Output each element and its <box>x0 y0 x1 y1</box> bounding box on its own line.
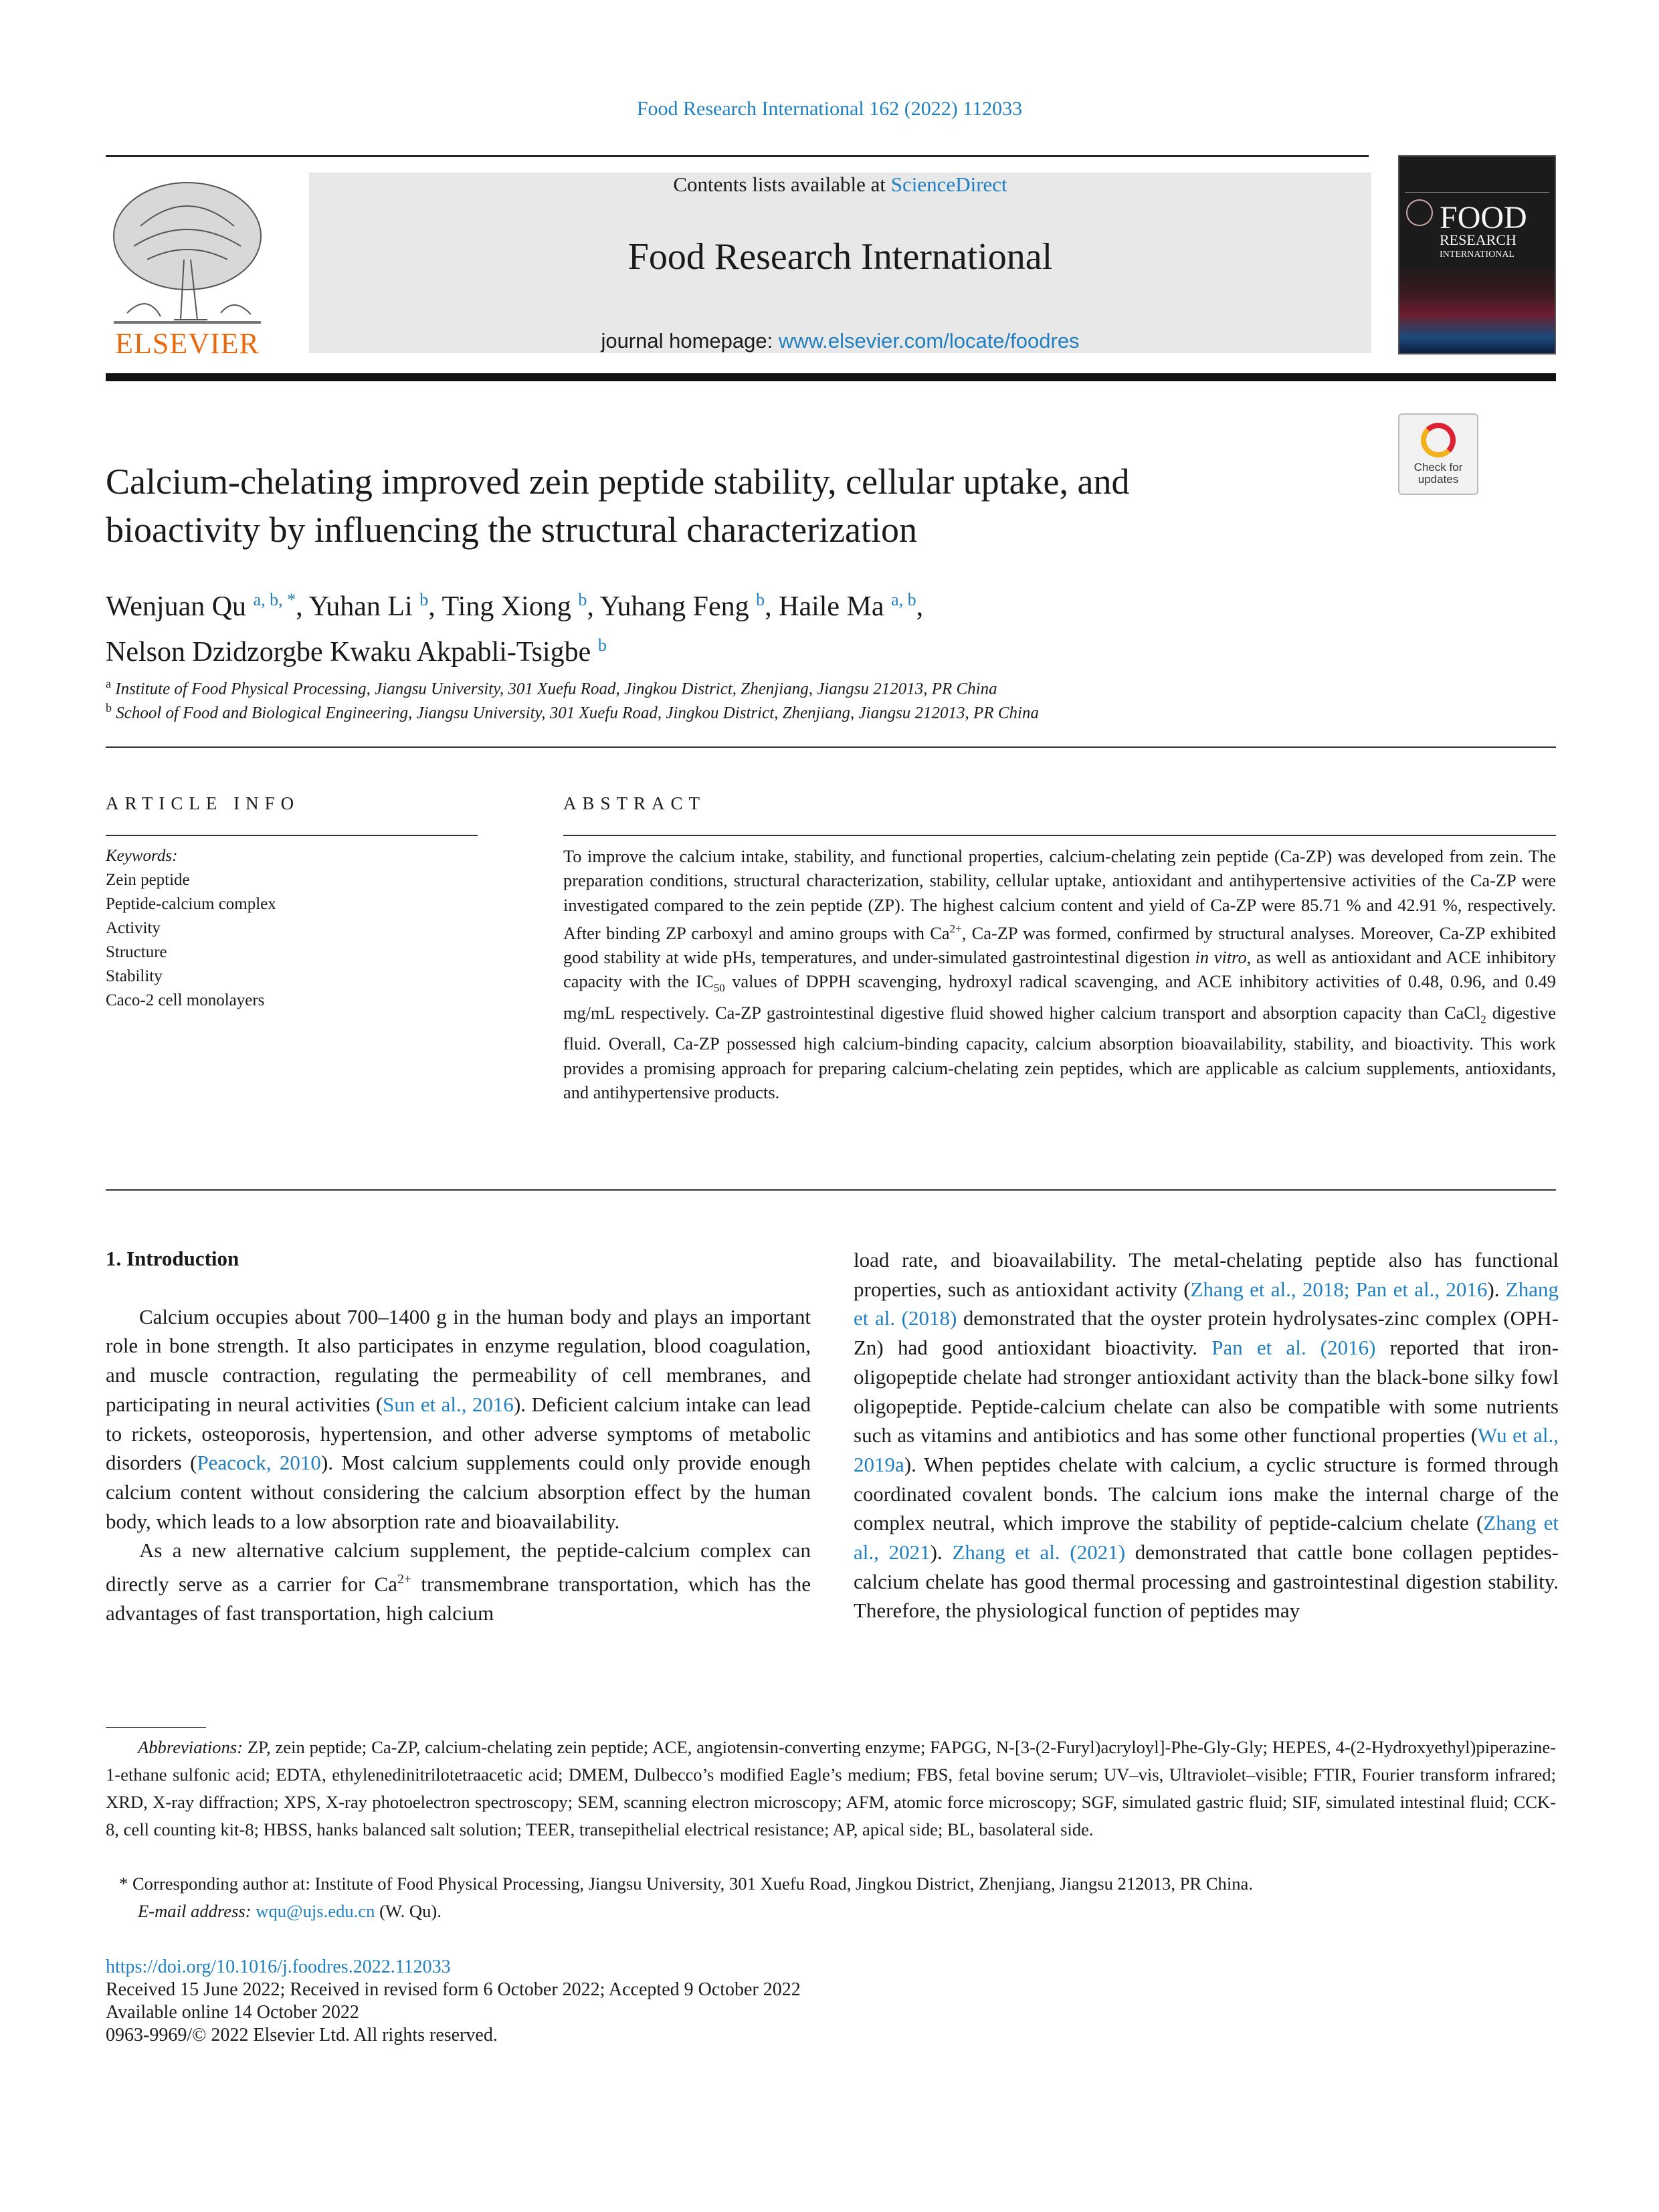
body-sup: 2+ <box>397 1572 412 1587</box>
email-footnote <box>106 1898 1556 1925</box>
corresponding-author-footnote <box>106 1870 1556 1898</box>
citation-link[interactable]: Pan et al. (2016) <box>1211 1336 1376 1360</box>
affiliation-mark: b <box>106 701 112 714</box>
publication-info <box>106 1956 1176 2047</box>
check-updates-icon <box>1421 423 1456 458</box>
keyword-item: Zein peptide <box>106 871 190 889</box>
abstract-bottom-rule <box>106 1189 1556 1191</box>
author-name: Nelson Dzidzorgbe Kwaku Akpabli-Tsigbe <box>106 637 591 668</box>
cover-anniversary-badge <box>1406 199 1433 226</box>
affiliation-mark: a <box>106 677 111 690</box>
body-paragraph <box>106 1536 811 1627</box>
doi-link[interactable]: https://doi.org/10.1016/j.foodres.2022.112033 <box>106 1956 451 1977</box>
abstract-rule <box>563 835 1556 836</box>
author-affil-link[interactable]: a, b <box>891 590 916 609</box>
abstract-sup: 2+ <box>949 922 962 935</box>
author-line-1 <box>106 581 1444 626</box>
citation-link[interactable]: Zhang et al., 2021 <box>854 1511 1559 1565</box>
author-affil-link[interactable]: b <box>419 590 429 609</box>
body-run: reported that iron-oligopeptide chelate had stronger antioxidant activity than the black-bone silky fowl oligopeptide. Peptide-calcium chelate can also be compatible with some nutrients such as vitamins and antibiotics and has some other functional properties ( <box>854 1336 1559 1447</box>
body-paragraph <box>106 1302 811 1536</box>
body-column-left <box>106 1244 811 1628</box>
abstract-run: values of DPPH scavenging, hydroxyl radical scavenging, and ACE inhibitory activities of 0.48, 0.96, and 0.49 mg/mL respectively. Ca-ZP gastrointestinal digestive fluid showed higher calcium transport and absorption capacity than CaCl <box>563 971 1556 1023</box>
available-online: Available online 14 October 2022 <box>106 2002 359 2023</box>
email-suffix: (W. Qu). <box>375 1901 442 1921</box>
keyword-item: Caco-2 cell monolayers <box>106 991 265 1009</box>
keyword-item: Stability <box>106 967 163 985</box>
author-name: Wenjuan Qu <box>106 591 247 622</box>
author-sep: , <box>916 591 924 622</box>
journal-reference[interactable]: Food Research International 162 (2022) 112033 <box>636 98 1023 120</box>
article-info-heading: ARTICLE INFO <box>106 793 300 813</box>
body-run: demonstrated that the oyster protein hydrolysates-zinc complex (OPH-Zn) had good antioxidant bioactivity. <box>854 1306 1559 1360</box>
author-line-2 <box>106 626 1444 672</box>
header-bottom-rule <box>106 373 1556 381</box>
abstract-sub: 50 <box>713 981 725 995</box>
body-run: ). When peptides chelate with calcium, a cyclic structure is formed through coordinated covalent bonds. The calcium ions make the internal charge of the complex neutral, which improve the stability of peptide-calcium chelate ( <box>854 1452 1559 1535</box>
journal-homepage-line <box>309 329 1371 353</box>
author-list <box>106 581 1444 672</box>
keyword-item: Peptide-calcium complex <box>106 895 276 913</box>
email-label: E-mail address: <box>138 1901 252 1921</box>
corresponding-text: Corresponding author at: Institute of Food Physical Processing, Jiangsu University, 301 Xuefu Road, Jingkou District, Zhenjiang, Jiangsu 212013, PR China. <box>128 1874 1253 1894</box>
body-run: ). <box>930 1540 953 1565</box>
abstract-run: digestive fluid. Overall, Ca-ZP possessed high calcium-binding capacity, calcium absorption bioavailability, stability, and bioactivity. This work provides a promising approach for preparing calcium-chelating zein peptides, which are applicable as calcium supplements, antioxidants, and antihypertensive products. <box>563 1002 1556 1103</box>
article-title <box>106 458 1377 554</box>
received-dates: Received 15 June 2022; Received in revised form 6 October 2022; Accepted 9 October 2022 <box>106 1979 801 2000</box>
body-run: ). <box>1487 1277 1506 1301</box>
cover-title-international: INTERNATIONAL <box>1440 249 1515 260</box>
affiliation-a <box>106 677 1551 698</box>
article-title-line1: Calcium-chelating improved zein peptide stability, cellular uptake, and <box>106 462 1130 502</box>
author-affil-link[interactable]: b <box>578 590 587 609</box>
abstract-heading: ABSTRACT <box>563 793 706 813</box>
body-run: ). Deficient calcium intake can lead to rickets, osteoporosis, hypertension, and other adverse symptoms of metabolic disorders ( <box>106 1392 811 1475</box>
email-link[interactable]: wqu@ujs.edu.cn <box>256 1901 375 1921</box>
keywords-label: Keywords: <box>106 847 178 865</box>
citation-link[interactable]: Peacock, 2010 <box>197 1451 321 1475</box>
author-name: Haile Ma <box>779 591 884 622</box>
body-run: load rate, and bioavailability. The metal-chelating peptide also has functional properties, such as antioxidant activity ( <box>854 1248 1559 1301</box>
abbreviations-label: Abbreviations: <box>138 1737 243 1757</box>
body-paragraph <box>854 1245 1559 1625</box>
author-affil-link[interactable]: b <box>756 590 765 609</box>
check-for-updates-button[interactable] <box>1398 413 1478 495</box>
abstract-italic: in vitro <box>1195 946 1247 967</box>
author-name: Yuhan Li <box>308 591 413 622</box>
cover-title-food: FOOD <box>1440 200 1527 235</box>
article-title-line2: bioactivity by influencing the structural characterization <box>106 510 918 550</box>
check-updates-line2: updates <box>1418 473 1459 486</box>
sciencedirect-link[interactable]: ScienceDirect <box>890 173 1007 196</box>
body-column-right <box>854 1245 1559 1625</box>
check-updates-line1: Check for <box>1413 461 1463 474</box>
affiliation-text: School of Food and Biological Engineering, Jiangsu University, 301 Xuefu Road, Jingkou District, Zhenjiang, Jiangsu 212013, PR China <box>116 704 1039 722</box>
journal-homepage-link[interactable]: www.elsevier.com/locate/foodres <box>778 329 1080 353</box>
citation-link[interactable]: Wu et al., 2019a <box>854 1423 1559 1476</box>
cover-title-rest <box>1440 233 1517 262</box>
affiliation-divider <box>106 746 1556 748</box>
affiliation-b <box>106 701 1551 722</box>
author-affil-link[interactable]: b <box>597 635 607 655</box>
author-name: Ting Xiong <box>442 591 571 622</box>
header-top-rule <box>106 155 1369 157</box>
copyright-line: 0963-9969/© 2022 Elsevier Ltd. All rights reserved. <box>106 2025 498 2045</box>
citation-link[interactable]: Sun et al., 2016 <box>383 1392 514 1416</box>
footnote-rule <box>106 1727 206 1728</box>
contents-prefix: Contents lists available at <box>673 173 891 196</box>
abstract-run: , as well as antioxidant and ACE inhibitory capacity with the IC <box>563 946 1556 992</box>
citation-link[interactable]: Zhang et al., 2018; Pan et al., 2016 <box>1190 1277 1488 1301</box>
author-sep: , <box>428 591 442 622</box>
citation-link[interactable]: Zhang et al. (2021) <box>952 1540 1126 1565</box>
journal-cover-image[interactable] <box>1398 155 1556 355</box>
keywords-block <box>106 844 478 1013</box>
author-name: Yuhang Feng <box>599 591 749 622</box>
cover-logo-strip <box>1405 161 1549 193</box>
journal-title: Food Research International <box>627 236 1053 278</box>
article-info-rule <box>106 835 478 836</box>
author-affil-link[interactable]: a, b, * <box>253 590 296 609</box>
body-run: As a new alternative calcium supplement, the peptide-calcium complex can directly serve as a carrier for Ca <box>106 1538 811 1596</box>
check-updates-label <box>1399 462 1477 486</box>
cover-title-research: RESEARCH <box>1440 231 1517 248</box>
keyword-item: Activity <box>106 919 161 937</box>
affiliation-text: Institute of Food Physical Processing, Jiangsu University, 301 Xuefu Road, Jingkou District, Zhenjiang, Jiangsu 212013, PR China <box>115 680 997 698</box>
abstract-run: To improve the calcium intake, stability, and functional properties, calcium-chelating zein peptide (Ca-ZP) was developed from zein. The preparation conditions, structural characterization, stability, cellular uptake, antioxidant and antihypertensive activities of the Ca-ZP were investigated compared to the zein peptide (ZP). The highest calcium content and yield of Ca-ZP were 85.71 % and 42.91 %, respectively. After binding ZP carboxyl and amino groups with Ca <box>563 846 1556 943</box>
homepage-prefix: journal homepage: <box>601 329 779 353</box>
abstract-text <box>563 844 1556 1104</box>
body-run: ). Most calcium supplements could only provide enough calcium content without considering the calcium absorption effect by the human body, which leads to a low absorption rate and bioavailability. <box>106 1451 811 1533</box>
section-heading-introduction: 1. Introduction <box>106 1247 239 1270</box>
contents-available-line <box>309 173 1371 197</box>
body-run: Calcium occupies about 700–1400 g in the human body and plays an important role in bone strength. It also participates in enzyme regulation, blood coagulation, and muscle contraction, regulating the permeability of cell membranes, and participating in neural activities ( <box>106 1304 811 1416</box>
citation-link[interactable]: Zhang et al. (2018) <box>854 1277 1559 1330</box>
author-sep: , <box>296 591 309 622</box>
author-sep: , <box>765 591 779 622</box>
abbreviations-text: ZP, zein peptide; Ca-ZP, calcium-chelating zein peptide; ACE, angiotensin-converting enzyme; FAPGG, N-[3-(2-Furyl)acryloyl]-Phe-Gly-Gly; HEPES, 4-(2-Hydroxyethyl)piperazine-1-ethane sulfonic acid; EDTA, ethylenedinitrilotetraacetic acid; DMEM, Dulbecco’s modified Eagle’s medium; FBS, fetal bovine serum; UV–vis, Ultraviolet–visible; FTIR, Fourier transform infrared; XRD, X-ray diffraction; XPS, X-ray photoelectron spectroscopy; SEM, scanning electron microscopy; AFM, atomic force microscopy; SGF, simulated gastric fluid; SIF, simulated intestinal fluid; CCK-8, cell counting kit-8; HBSS, hanks balanced salt solution; TEER, transepithelial electrical resistance; AP, apical side; BL, basolateral side. <box>106 1737 1556 1839</box>
body-run: transmembrane transportation, which has the advantages of fast transportation, high calcium <box>106 1572 811 1625</box>
body-run: demonstrated that cattle bone collagen peptides-calcium chelate has good thermal processing and gastrointestinal digestion stability. Therefore, the physiological function of peptides may <box>854 1540 1559 1623</box>
abbreviations-footnote <box>106 1734 1556 1843</box>
abstract-run: , Ca-ZP was formed, confirmed by structural analyses. Moreover, Ca-ZP exhibited good stability at wide pHs, temperatures, and under-simulated gastrointestinal digestion <box>563 922 1556 967</box>
elsevier-wordmark: ELSEVIER <box>115 327 260 360</box>
abstract-sub: 2 <box>1480 1013 1486 1026</box>
keyword-item: Structure <box>106 943 167 961</box>
footnote-mark: * <box>119 1874 128 1894</box>
author-sep: , <box>587 591 600 622</box>
